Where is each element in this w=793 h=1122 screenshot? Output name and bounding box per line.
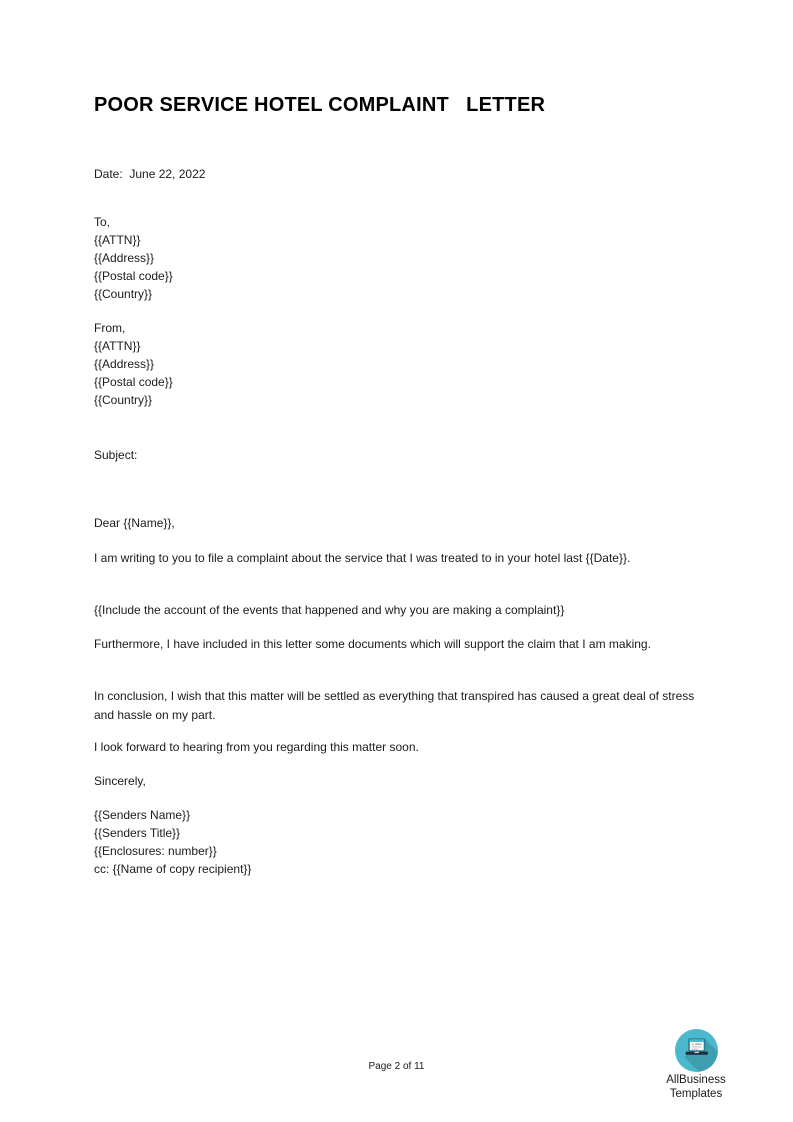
from-attn-placeholder: {{ATTN}} [94,339,141,353]
salutation: Dear {{Name}}, [94,516,175,530]
laptop-icon [675,1029,718,1072]
from-country-placeholder: {{Country}} [94,393,153,407]
signature-block [94,806,251,878]
brand-name-line2: Templates [669,1087,723,1100]
date-line: Date: June 22, 2022 [94,167,206,181]
to-attn-placeholder: {{ATTN}} [94,233,141,247]
recipient-block [94,213,173,303]
cc-placeholder: cc: {{Name of copy recipient}} [94,862,252,876]
from-label: From, [94,321,126,335]
brand-logo [648,1029,744,1101]
to-label: To, [94,215,111,229]
page-title: POOR SERVICE HOTEL COMPLAINT LETTER [94,94,546,116]
to-country-placeholder: {{Country}} [94,287,153,301]
to-postal-placeholder: {{Postal code}} [94,269,173,283]
page-number-indicator: Page 2 of 11 [368,1061,425,1072]
body-paragraph: Furthermore, I have included in this letter some documents which will support the claim that I am making. [94,637,651,651]
enclosures-placeholder: {{Enclosures: number}} [94,844,217,858]
senders-title-placeholder: {{Senders Title}} [94,826,181,840]
senders-name-placeholder: {{Senders Name}} [94,808,191,822]
from-address-placeholder: {{Address}} [94,357,155,371]
from-postal-placeholder: {{Postal code}} [94,375,173,389]
to-address-placeholder: {{Address}} [94,251,155,265]
closing-line: Sincerely, [94,774,146,788]
body-paragraph: I am writing to you to file a complaint about the service that I was treated to in your hotel last {{Date}}. [94,551,631,565]
subject-label: Subject: [94,448,138,462]
body-paragraph: {{Include the account of the events that happened and why you are making a complaint}} [94,603,565,617]
sender-block [94,319,173,409]
body-paragraph: In conclusion, I wish that this matter will be settled as everything that transpired has caused a great deal of stress and hassle on my part. [94,689,695,722]
body-paragraph: I look forward to hearing from you regarding this matter soon. [94,740,419,754]
brand-name-line1: AllBusiness [666,1074,726,1086]
